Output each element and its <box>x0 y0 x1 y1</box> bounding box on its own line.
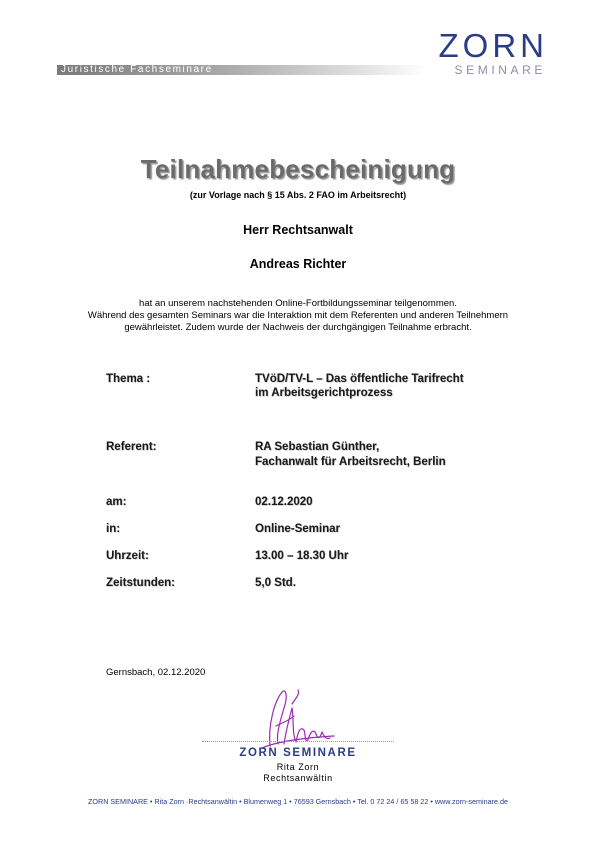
signatory-name: Rita Zorn <box>276 762 320 772</box>
date-value: 02.12.2020 <box>255 496 313 508</box>
intro-line: gewährleistet. Zudem wurde der Nachweis der durchgängigen Teilnahme erbracht. <box>124 322 472 333</box>
location-value: Online-Seminar <box>255 523 340 535</box>
intro-line: Während des gesamten Seminars war die Interaktion mit dem Referenten und anderen Teilnehmern <box>87 310 509 321</box>
time-value: 13.00 – 18.30 Uhr <box>255 550 349 562</box>
logo-wordmark: ZORN <box>438 27 548 64</box>
document-title: Teilnahmebescheinigung <box>140 154 456 184</box>
signature-company: ZORN SEMINARE <box>239 747 357 759</box>
referent-value-line2: Fachanwalt für Arbeitsrecht, Berlin <box>255 456 446 468</box>
recipient-name: Andreas Richter <box>249 257 347 271</box>
date-label: am: <box>106 496 127 508</box>
thema-value-line2: im Arbeitsgerichtprozess <box>255 387 393 399</box>
handwritten-signature <box>256 686 338 752</box>
footer-contact: ZORN SEMINARE • Rita Zorn ·Rechtsanwältin • Blumenweg 1 • 76593 Gernsbach • Tel. 0 72 24 / 65 58 22 • www.zorn-seminare.de <box>88 797 508 806</box>
intro-paragraph <box>60 298 536 334</box>
logo-subline: SEMINARE <box>454 63 546 77</box>
referent-label: Referent: <box>106 441 157 453</box>
location-label: in: <box>106 523 121 535</box>
hours-value: 5,0 Std. <box>255 577 296 589</box>
thema-label: Thema : <box>106 373 151 385</box>
place-date: Gernsbach, 02.12.2020 <box>106 667 206 678</box>
recipient-salutation: Herr Rechtsanwalt <box>243 223 353 237</box>
time-label: Uhrzeit: <box>106 550 149 562</box>
document-subtitle: (zur Vorlage nach § 15 Abs. 2 FAO im Arbeitsrecht) <box>189 190 407 200</box>
signature-line <box>202 741 394 742</box>
hours-label: Zeitstunden: <box>106 577 175 589</box>
thema-value-line1: TVöD/TV-L – Das öffentliche Tarifrecht <box>255 373 464 385</box>
signatory-title: Rechtsanwältin <box>263 773 333 783</box>
intro-line: hat an unserem nachstehenden Online-Fortbildungsseminar teilgenommen. <box>139 298 457 309</box>
tagline: Juristische Fachseminare <box>61 64 213 75</box>
referent-value-line1: RA Sebastian Günther, <box>255 441 380 453</box>
